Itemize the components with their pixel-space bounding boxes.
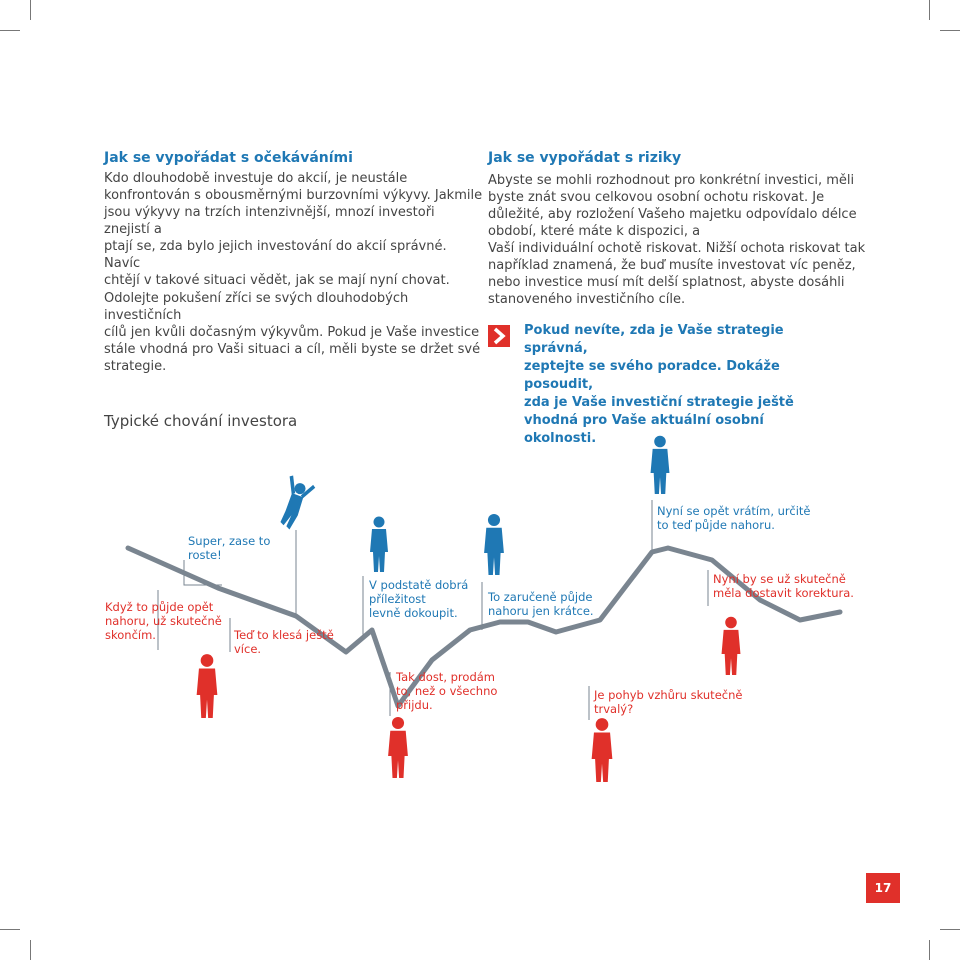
right-heading: Jak se vypořádat s riziky [488, 150, 682, 166]
advisor-callout: Pokud nevíte, zda je Vaše strategie správná, zeptejte se svého poradce. Dokáže posoudit, zda je Vaše investiční strategie ještě vhodná pro Vaše aktuální osobní okolnosti. [524, 323, 794, 446]
left-paragraph-2: Odolejte pokušení zříci se svých dlouhodobých investičních cílů jen kvůli dočasným výkyvům. Pokud je Vaše investice stále vhodná pro Vaši situaci a cíl, měli byste se držet své strategie. [104, 291, 481, 374]
caption-dobra-prilezitost: V podstatě dobrá příležitost levně dokoupit. [369, 578, 469, 620]
investor-figure [722, 617, 741, 675]
right-paragraph: Abyste se mohli rozhodnout pro konkrétní investici, měli byste znát svou celkovou osobní ochotu riskovat. Je důležité, aby rozložení Vašeho majetku odpovídalo délce období, které máte k dispozici, a Vaší individuální ochotě riskovat. Nižší ochota riskovat tak například znamená, že buď musíte investovat víc peněz, nebo investice musí mít delší splatnost, abyste dosáhli stanoveného investičního cíle. [488, 173, 866, 307]
caption-nyni-se-vratim: Nyní se opět vrátím, určitě to teď půjde nahoru. [657, 504, 811, 532]
caption-kdyz-to-pujde: Když to půjde opět nahoru, už skutečně skončím. [105, 600, 222, 642]
investor-figure [651, 436, 670, 494]
page-number: 17 [866, 873, 900, 903]
investor-figure [273, 474, 317, 532]
investor-figure [370, 517, 388, 573]
investor-figure [388, 717, 408, 778]
caption-ted-to-klesa: Teď to klesá ještě více. [234, 628, 334, 656]
diagram-title: Typické chování investora [104, 412, 298, 430]
caption-tak-dost: Tak dost, prodám to, než o všechno přijdu. [396, 670, 498, 712]
caption-je-pohyb: Je pohyb vzhůru skutečně trvalý? [594, 688, 743, 716]
investor-figure [197, 654, 218, 718]
left-heading: Jak se vypořádat s očekáváními [104, 150, 353, 166]
caption-korektura: Nyní by se už skutečně měla dostavit korektura. [713, 572, 854, 600]
caption-super-roste: Super, zase to roste! [188, 534, 271, 562]
left-paragraph-1: Kdo dlouhodobě investuje do akcií, je neustále konfrontován s obousměrnými burzovními výkyvy. Jakmile jsou výkyvy na trzích intenzivnější, mnozí investoři znejistí a ptají se, zda bylo jejich investování do akcií správné. Navíc chtějí v takové situaci vědět, jak se mají nyní chovat. [104, 171, 483, 288]
caption-zarucene: To zaručeně půjde nahoru jen krátce. [488, 590, 594, 618]
investor-figure [592, 718, 613, 782]
investor-figure [484, 514, 504, 575]
